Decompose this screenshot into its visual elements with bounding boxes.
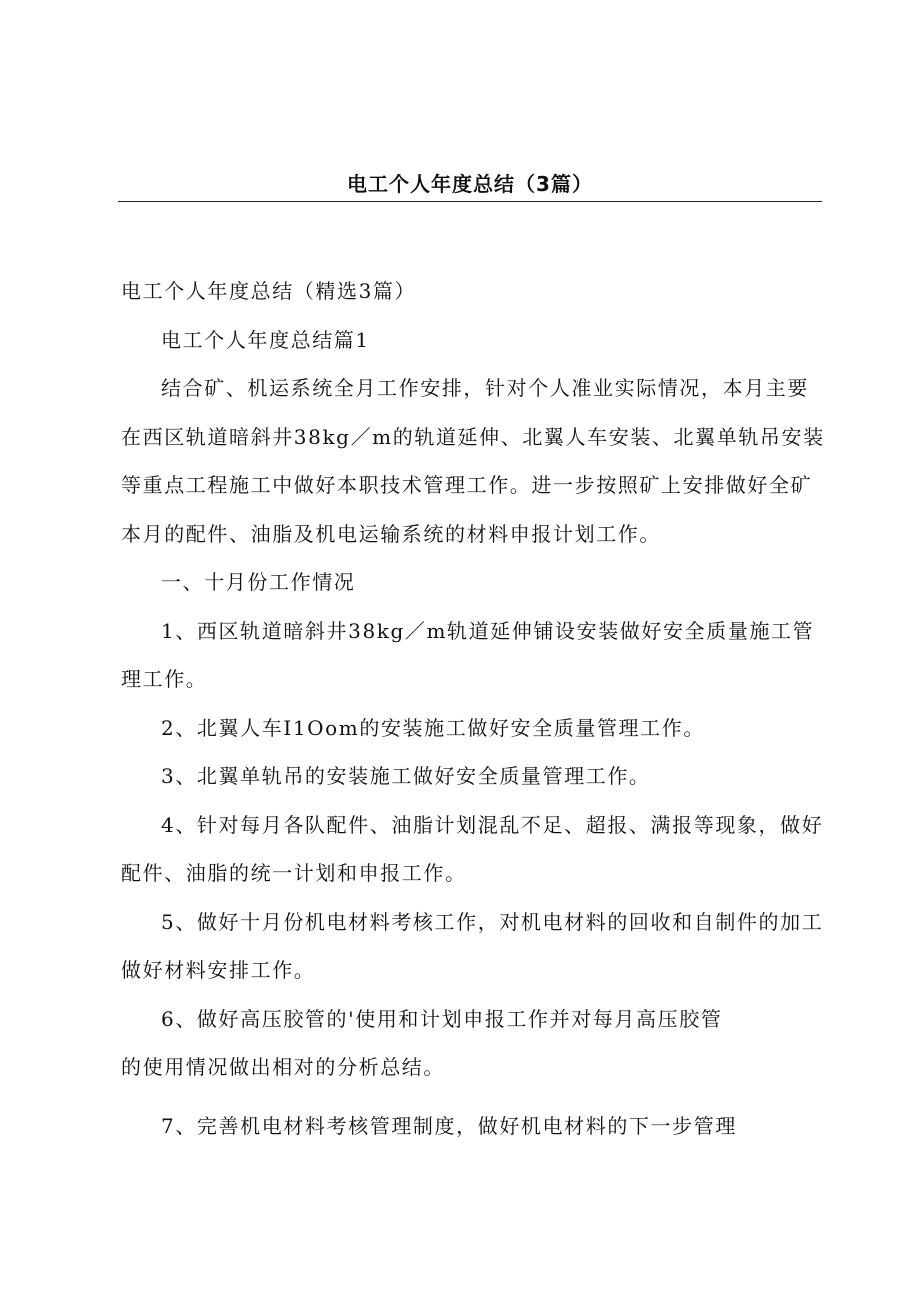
paragraph-section-heading: 电工个人年度总结篇1 bbox=[161, 327, 370, 352]
paragraph-item-6-continued: 的使用情况做出相对的分析总结。 bbox=[121, 1055, 445, 1079]
paragraph-item-3: 3、北翼单轨吊的安装施工做好安全质量管理工作。 bbox=[161, 764, 651, 788]
paragraph-subtitle: 电工个人年度总结（精选3篇） bbox=[121, 279, 417, 303]
paragraph-item-6: 6、做好高压胶管的'使用和计划申报工作并对每月高压胶管 bbox=[161, 1006, 723, 1031]
title-underline bbox=[118, 201, 822, 202]
paragraph-heading-october: 一、十月份工作情况 bbox=[161, 570, 356, 594]
paragraph-item-1: 1、西区轨道暗斜井38kg／m轨道延伸铺设安装做好安全质量施工管理工作。 bbox=[121, 618, 815, 691]
paragraph-item-5: 5、做好十月份机电材料考核工作，对机电材料的回收和自制件的加工做好材料安排工作。 bbox=[121, 909, 824, 982]
document-title: 电工个人年度总结（3篇） bbox=[347, 172, 593, 196]
paragraph-intro: 结合矿、机运系统全月工作安排，针对个人准业实际情况，本月主要在西区轨道暗斜井38kg／m的轨道延伸、北翼人车安装、北翼单轨吊安装等重点工程施工中做好本职技术管理工作。进一步按照矿上安排做好全矿本月的配件、油脂及机电运输系统的材料申报计划工作。 bbox=[121, 376, 825, 546]
paragraph-item-7: 7、完善机电材料考核管理制度，做好机电材料的下一步管理 bbox=[161, 1113, 737, 1138]
paragraph-item-2: 2、北翼人车I1Oom的安装施工做好安全质量管理工作。 bbox=[161, 715, 705, 740]
document-body bbox=[121, 267, 826, 1150]
paragraph-item-4: 4、针对每月各队配件、油脂计划混乱不足、超报、满报等现象，做好配件、油脂的统一计划和申报工作。 bbox=[121, 812, 824, 885]
